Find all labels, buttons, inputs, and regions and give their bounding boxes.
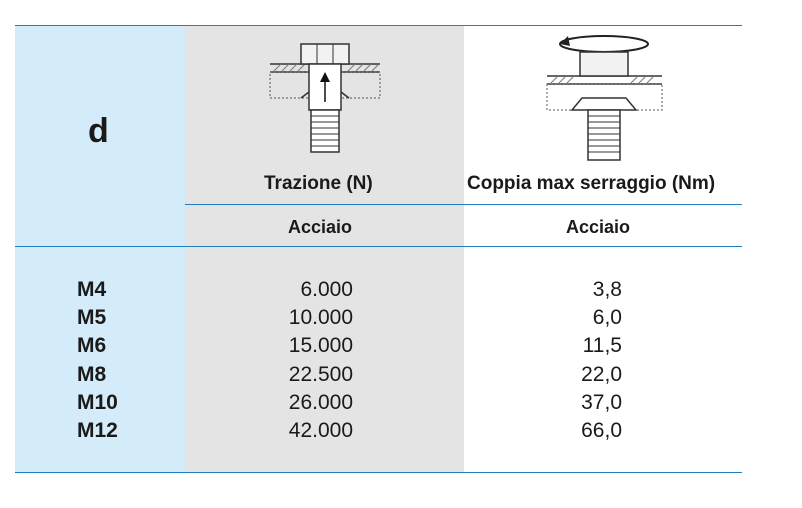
size-cell: M4 [77, 278, 107, 301]
size-cell: M12 [77, 419, 118, 442]
size-cell: M8 [77, 362, 107, 386]
tension-cell: 15.000 [288, 334, 353, 358]
size-cell: M6 [77, 334, 107, 358]
bottom-rule [15, 472, 742, 473]
torque-material-label: Acciaio [566, 217, 631, 237]
tension-cell: 22.500 [288, 362, 353, 386]
tension-cell: 10.000 [288, 306, 353, 330]
tension-cell: 6.000 [300, 278, 353, 301]
size-header-label: d [88, 112, 109, 150]
torque-test-diagram-icon [542, 30, 667, 165]
tension-test-diagram-icon [265, 40, 385, 155]
tension-cell: 26.000 [288, 390, 353, 414]
torque-cell: 22,0 [581, 362, 622, 386]
torque-cell: 3,8 [592, 278, 622, 301]
size-cell: M10 [77, 390, 118, 414]
header-divider-rule [185, 204, 742, 205]
tension-cell: 42.000 [288, 419, 353, 442]
torque-cell: 37,0 [581, 390, 622, 414]
header-bottom-rule [15, 246, 742, 247]
torque-cell: 11,5 [582, 334, 622, 358]
tension-column-title: Trazione (N) [264, 173, 373, 194]
top-rule [15, 25, 742, 26]
torque-column-title: Coppia max serraggio (Nm) [467, 173, 716, 194]
tension-material-label: Acciaio [288, 217, 353, 237]
torque-cell: 6,0 [592, 306, 622, 330]
size-cell: M5 [77, 306, 107, 330]
torque-cell: 66,0 [581, 419, 622, 442]
